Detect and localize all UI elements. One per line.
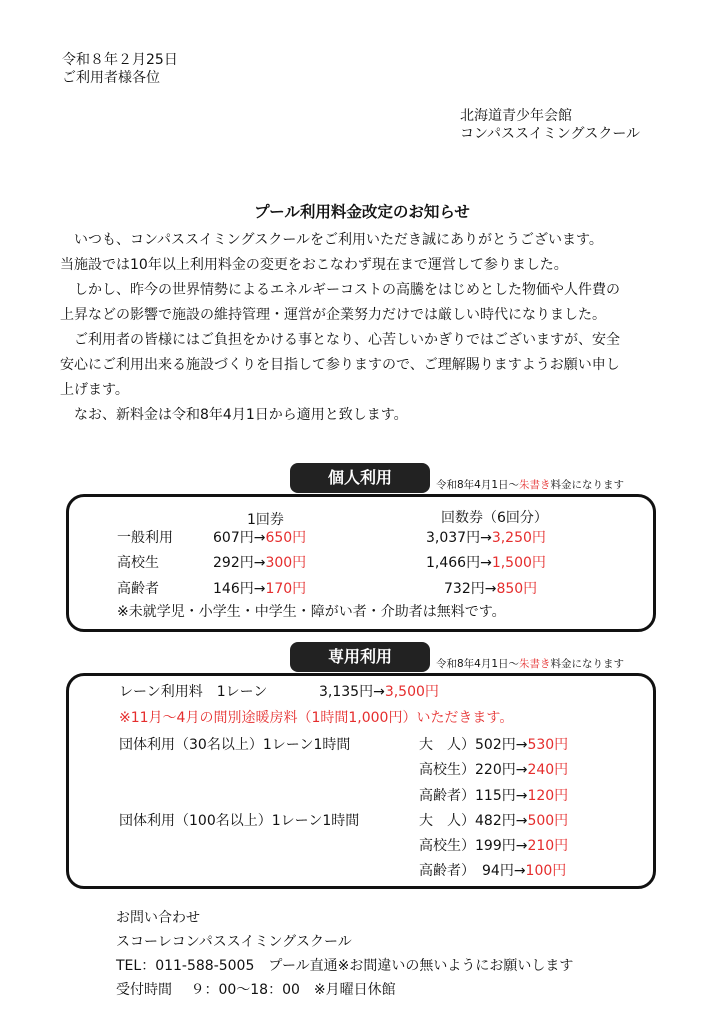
recipient: ご利用者様各位 [62, 70, 160, 86]
note-red-text: 朱書き [519, 658, 551, 670]
group30-adult-price [419, 735, 568, 755]
body-line: ご利用者の皆様にはご負担をかける事となり、心苦しいかぎりではございますが、安全 [60, 332, 620, 348]
old-price: 502円→ [475, 737, 528, 753]
date: 令和８年２月25日 [62, 52, 178, 68]
group100-label: 団体利用（100名以上）1レーン1時間 [119, 813, 360, 829]
old-price: 146円→ [213, 581, 266, 597]
lane-price [319, 682, 439, 702]
category: 高校生） [419, 838, 475, 854]
new-price: 210円 [527, 838, 569, 854]
body-line: 当施設では10年以上利用料金の変更をおこなわず現在まで運営して参りました。 [60, 257, 568, 273]
col-single-header: 1回券 [247, 512, 284, 528]
page-title: プール利用料金改定のお知らせ [254, 203, 470, 221]
body-line: しかし、昨今の世界情勢によるエネルギーコストの高騰をはじめとした物価や人件費の [60, 282, 620, 298]
organization-name: 北海道青少年会館 [460, 108, 572, 124]
old-price: 3,037円→ [426, 530, 492, 546]
group100-highschool-price [419, 836, 568, 856]
new-price: 850円 [496, 581, 538, 597]
note-text: 令和8年4月1日～ [436, 479, 520, 491]
category: 高齢者） [419, 788, 475, 804]
note-text: 令和8年4月1日～ [436, 658, 520, 670]
old-price: 607円→ [213, 530, 266, 546]
old-price: 115円→ [475, 788, 528, 804]
heating-fee-note: ※11月～4月の間別途暖房料（1時間1,000円）いただきます。 [119, 710, 514, 726]
contact-name: スコーレコンパススイミングスクール [116, 934, 352, 950]
personal-effective-note [436, 477, 624, 492]
row-label: 高校生 [117, 555, 159, 571]
category: 高齢者） [419, 863, 468, 879]
new-price: 3,250円 [491, 530, 546, 546]
group30-label: 団体利用（30名以上）1レーン1時間 [119, 737, 351, 753]
new-price: 3,500円 [384, 684, 439, 700]
contact-hours: 受付時間 ９：00～18：00 ※月曜日休館 [116, 982, 396, 998]
new-price: 650円 [265, 530, 307, 546]
exclusive-effective-note [436, 656, 624, 671]
category: 高校生） [419, 762, 475, 778]
multi-price [426, 528, 546, 548]
category: 大 人） [419, 813, 475, 829]
body-line: 上昇などの影響で施設の維持管理・運営が企業努力だけでは厳しい時代になりました。 [60, 307, 606, 323]
row-label: 高齢者 [117, 581, 159, 597]
contact-heading: お問い合わせ [116, 910, 200, 926]
new-price: 100円 [525, 863, 567, 879]
lane-label: レーン利用料 1レーン [119, 684, 268, 700]
new-price: 300円 [265, 555, 307, 571]
old-price: 292円→ [213, 555, 266, 571]
personal-price-box [66, 494, 656, 632]
new-price: 1,500円 [491, 555, 546, 571]
old-price: 732円→ [444, 581, 497, 597]
body-line: 安心にご利用出来る施設づくりを目指して参りますので、ご理解賜りますようお願い申し [60, 357, 620, 373]
old-price: 1,466円→ [426, 555, 492, 571]
col-multi-header: 回数券（6回分） [441, 510, 548, 526]
old-price: 94円→ [468, 863, 526, 879]
single-price [213, 579, 306, 599]
row-label: 一般利用 [117, 530, 173, 546]
personal-use-badge: 個人利用 [290, 463, 430, 493]
single-price [213, 528, 306, 548]
body-line: 上げます。 [60, 382, 129, 398]
multi-price [444, 579, 537, 599]
new-price: 500円 [527, 813, 569, 829]
new-price: 530円 [527, 737, 569, 753]
old-price: 482円→ [475, 813, 528, 829]
group30-senior-price [419, 786, 568, 806]
school-name: コンパススイミングスクール [460, 126, 641, 142]
note-text: 料金になります [550, 479, 625, 491]
group30-highschool-price [419, 760, 568, 780]
new-price: 170円 [265, 581, 307, 597]
old-price: 199円→ [475, 838, 528, 854]
group100-adult-price [419, 811, 568, 831]
old-price: 220円→ [475, 762, 528, 778]
exclusive-price-box [66, 673, 656, 889]
body-line: なお、新料金は令和8年4月1日から適用と致します。 [60, 407, 408, 423]
new-price: 120円 [527, 788, 569, 804]
old-price: 3,135円→ [319, 684, 385, 700]
multi-price [426, 553, 546, 573]
contact-phone: TEL：011-588-5005 プール直通※お間違いの無いようにお願いします [116, 958, 574, 974]
single-price [213, 553, 306, 573]
notice-body [60, 228, 660, 428]
group100-senior-price [419, 861, 566, 881]
exclusive-use-badge: 専用利用 [290, 642, 430, 672]
note-red-text: 朱書き [519, 479, 551, 491]
new-price: 240円 [527, 762, 569, 778]
category: 大 人） [419, 737, 475, 753]
free-note: ※未就学児・小学生・中学生・障がい者・介助者は無料です。 [117, 604, 506, 620]
note-text: 料金になります [550, 658, 625, 670]
body-line: いつも、コンパススイミングスクールをご利用いただき誠にありがとうございます。 [60, 232, 603, 248]
